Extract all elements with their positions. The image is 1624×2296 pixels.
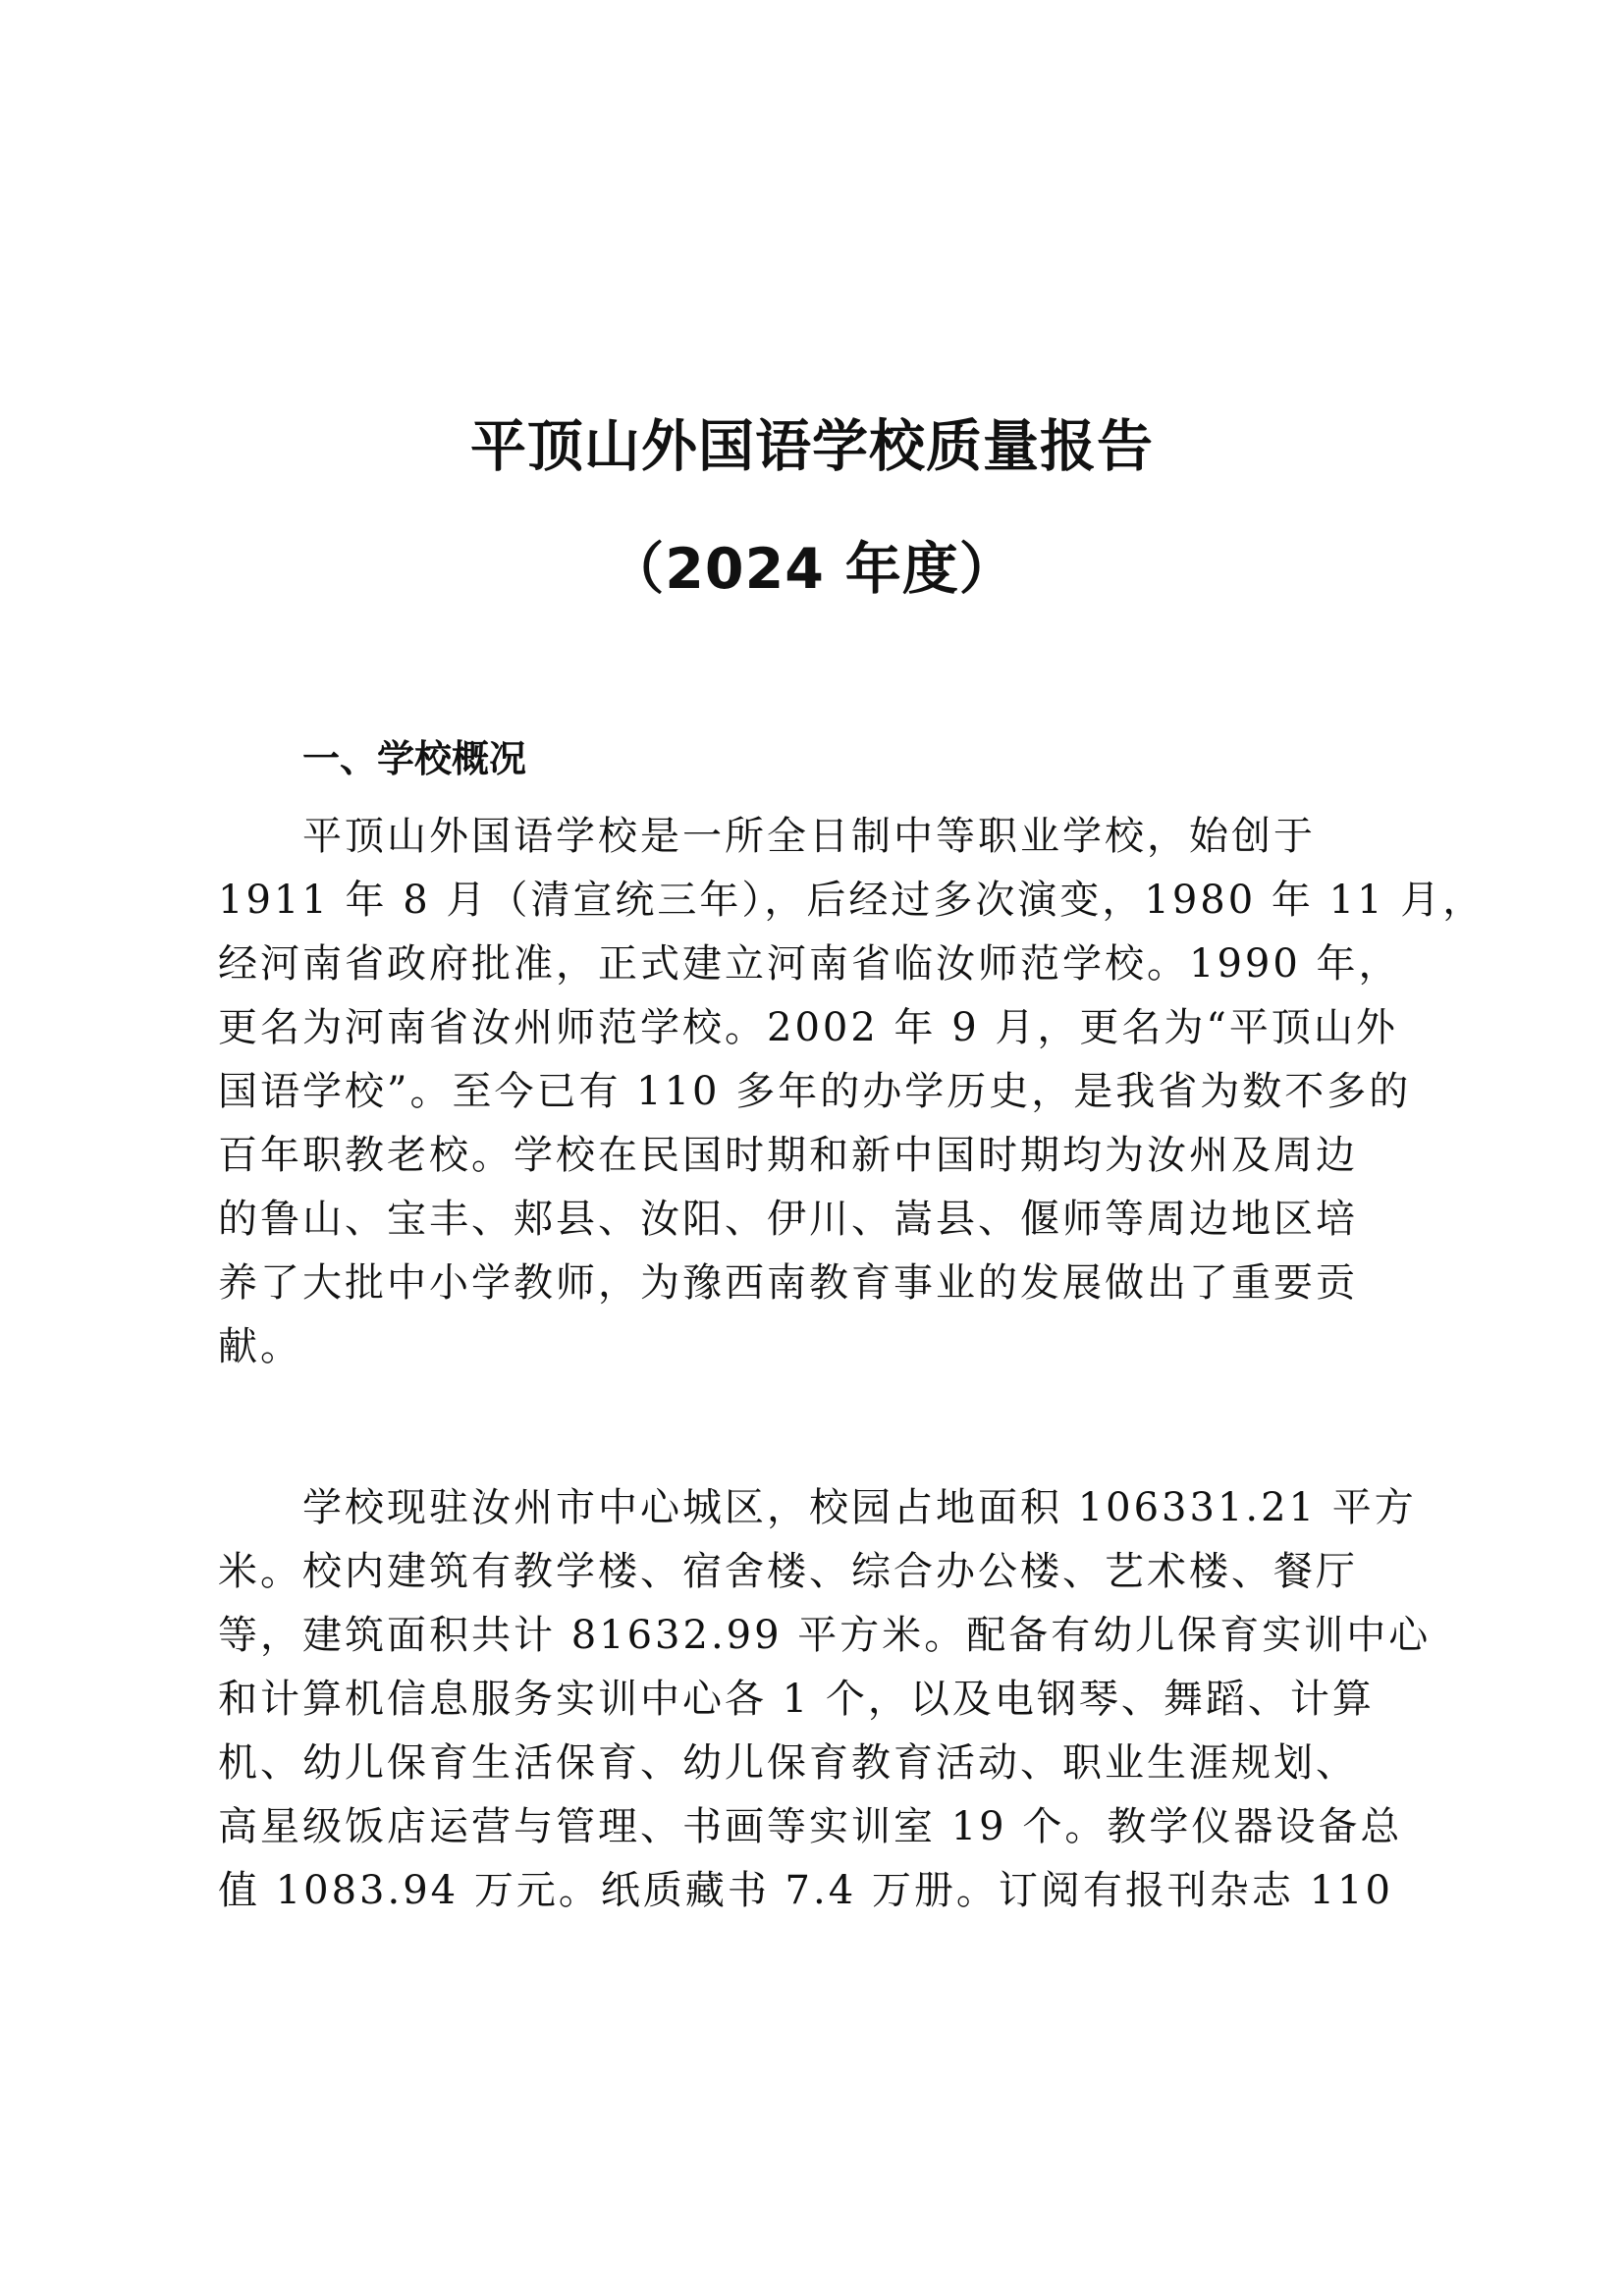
text-line: 等，建筑面积共计 81632.99 平方米。配备有幼儿保育实训中心 xyxy=(218,1613,1432,1658)
text-line: 和计算机信息服务实训中心各 1 个，以及电钢琴、舞蹈、计算 xyxy=(218,1677,1375,1722)
paragraph-2 xyxy=(218,1476,1432,1923)
text-line: 米。校内建筑有教学楼、宿舍楼、综合办公楼、艺术楼、餐厅 xyxy=(218,1549,1358,1594)
section-heading: 一、学校概况 xyxy=(302,737,527,780)
text-line: 值 1083.94 万元。纸质藏书 7.4 万册。订阅有报刊杂志 110 xyxy=(218,1868,1393,1913)
document-title: 平顶山外国语学校质量报告 xyxy=(470,414,1154,479)
text-line: 1911 年 8 月（清宣统三年），后经过多次演变，1980 年 11 月， xyxy=(218,878,1486,923)
text-line: 更名为河南省汝州师范学校。2002 年 9 月，更名为“平顶山外 xyxy=(218,1005,1398,1050)
text-line: 国语学校”。至今已有 110 多年的办学历史，是我省为数不多的 xyxy=(218,1069,1412,1114)
text-line: 学校现驻汝州市中心城区，校园占地面积 106331.21 平方 xyxy=(302,1485,1417,1530)
text-line: 机、幼儿保育生活保育、幼儿保育教育活动、职业生涯规划、 xyxy=(218,1740,1358,1786)
text-line: 经河南省政府批准，正式建立河南省临汝师范学校。1990 年， xyxy=(218,941,1401,987)
text-line: 养了大批中小学教师，为豫西南教育事业的发展做出了重要贡 xyxy=(218,1260,1358,1306)
text-line: 献。 xyxy=(218,1324,302,1369)
document-subtitle: （2024 年度） xyxy=(608,537,1016,602)
text-line: 平顶山外国语学校是一所全日制中等职业学校，始创于 xyxy=(302,814,1316,859)
text-line: 百年职教老校。学校在民国时期和新中国时期均为汝州及周边 xyxy=(218,1133,1358,1178)
text-line: 高星级饭店运营与管理、书画等实训室 19 个。教学仪器设备总 xyxy=(218,1804,1403,1849)
text-line: 的鲁山、宝丰、郏县、汝阳、伊川、嵩县、偃师等周边地区培 xyxy=(218,1197,1358,1242)
paragraph-1 xyxy=(218,805,1486,1379)
